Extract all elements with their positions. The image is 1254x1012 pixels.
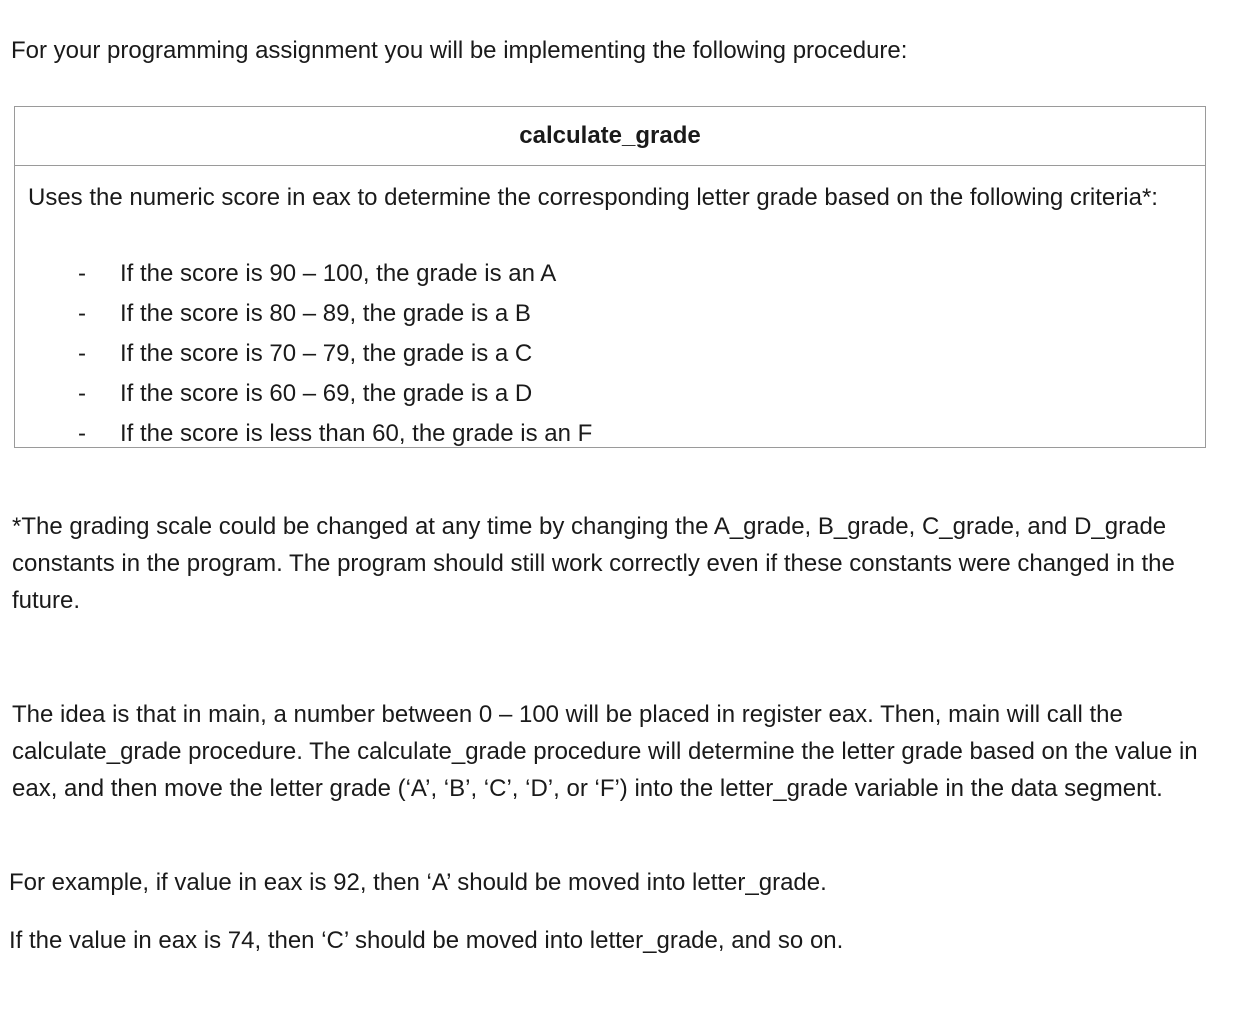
criteria-text: If the score is 90 – 100, the grade is an A [120, 260, 557, 287]
criteria-list [15, 254, 1205, 454]
procedure-table [14, 106, 1206, 448]
list-item [15, 374, 1205, 414]
criteria-text: If the score is 80 – 89, the grade is a B [120, 300, 531, 327]
grading-scale-note: *The grading scale could be changed at any time by changing the A_grade, B_grade, C_grade, and D_grade constants in the program. The program should still work correctly even if these constants were changed in the future. [12, 513, 1175, 614]
explanation-paragraph: The idea is that in main, a number between 0 – 100 will be placed in register eax. Then, main will call the calculate_grade procedure. The calculate_grade procedure will determine the letter grade based on the value in eax, and then move the letter grade (‘A’, ‘B’, ‘C’, ‘D’, or ‘F’) into the letter_grade variable in the data segment. [12, 701, 1198, 802]
intro-text: For your programming assignment you will be implementing the following procedure: [11, 37, 908, 64]
bullet-dash: - [78, 380, 86, 407]
criteria-text: If the score is 70 – 79, the grade is a C [120, 340, 533, 367]
procedure-name: calculate_grade [15, 107, 1205, 166]
example-line: If the value in eax is 74, then ‘C’ should be moved into letter_grade, and so on. [9, 927, 844, 954]
bullet-dash: - [78, 420, 86, 447]
bullet-dash: - [78, 340, 86, 367]
bullet-dash: - [78, 260, 86, 287]
list-item [15, 414, 1205, 454]
list-item [15, 254, 1205, 294]
list-item [15, 294, 1205, 334]
example-line: For example, if value in eax is 92, then ‘A’ should be moved into letter_grade. [9, 869, 827, 896]
procedure-description: Uses the numeric score in eax to determine the corresponding letter grade based on the following criteria*: [28, 184, 1158, 211]
bullet-dash: - [78, 300, 86, 327]
criteria-text: If the score is 60 – 69, the grade is a D [120, 380, 533, 407]
criteria-text: If the score is less than 60, the grade is an F [120, 420, 593, 447]
list-item [15, 334, 1205, 374]
